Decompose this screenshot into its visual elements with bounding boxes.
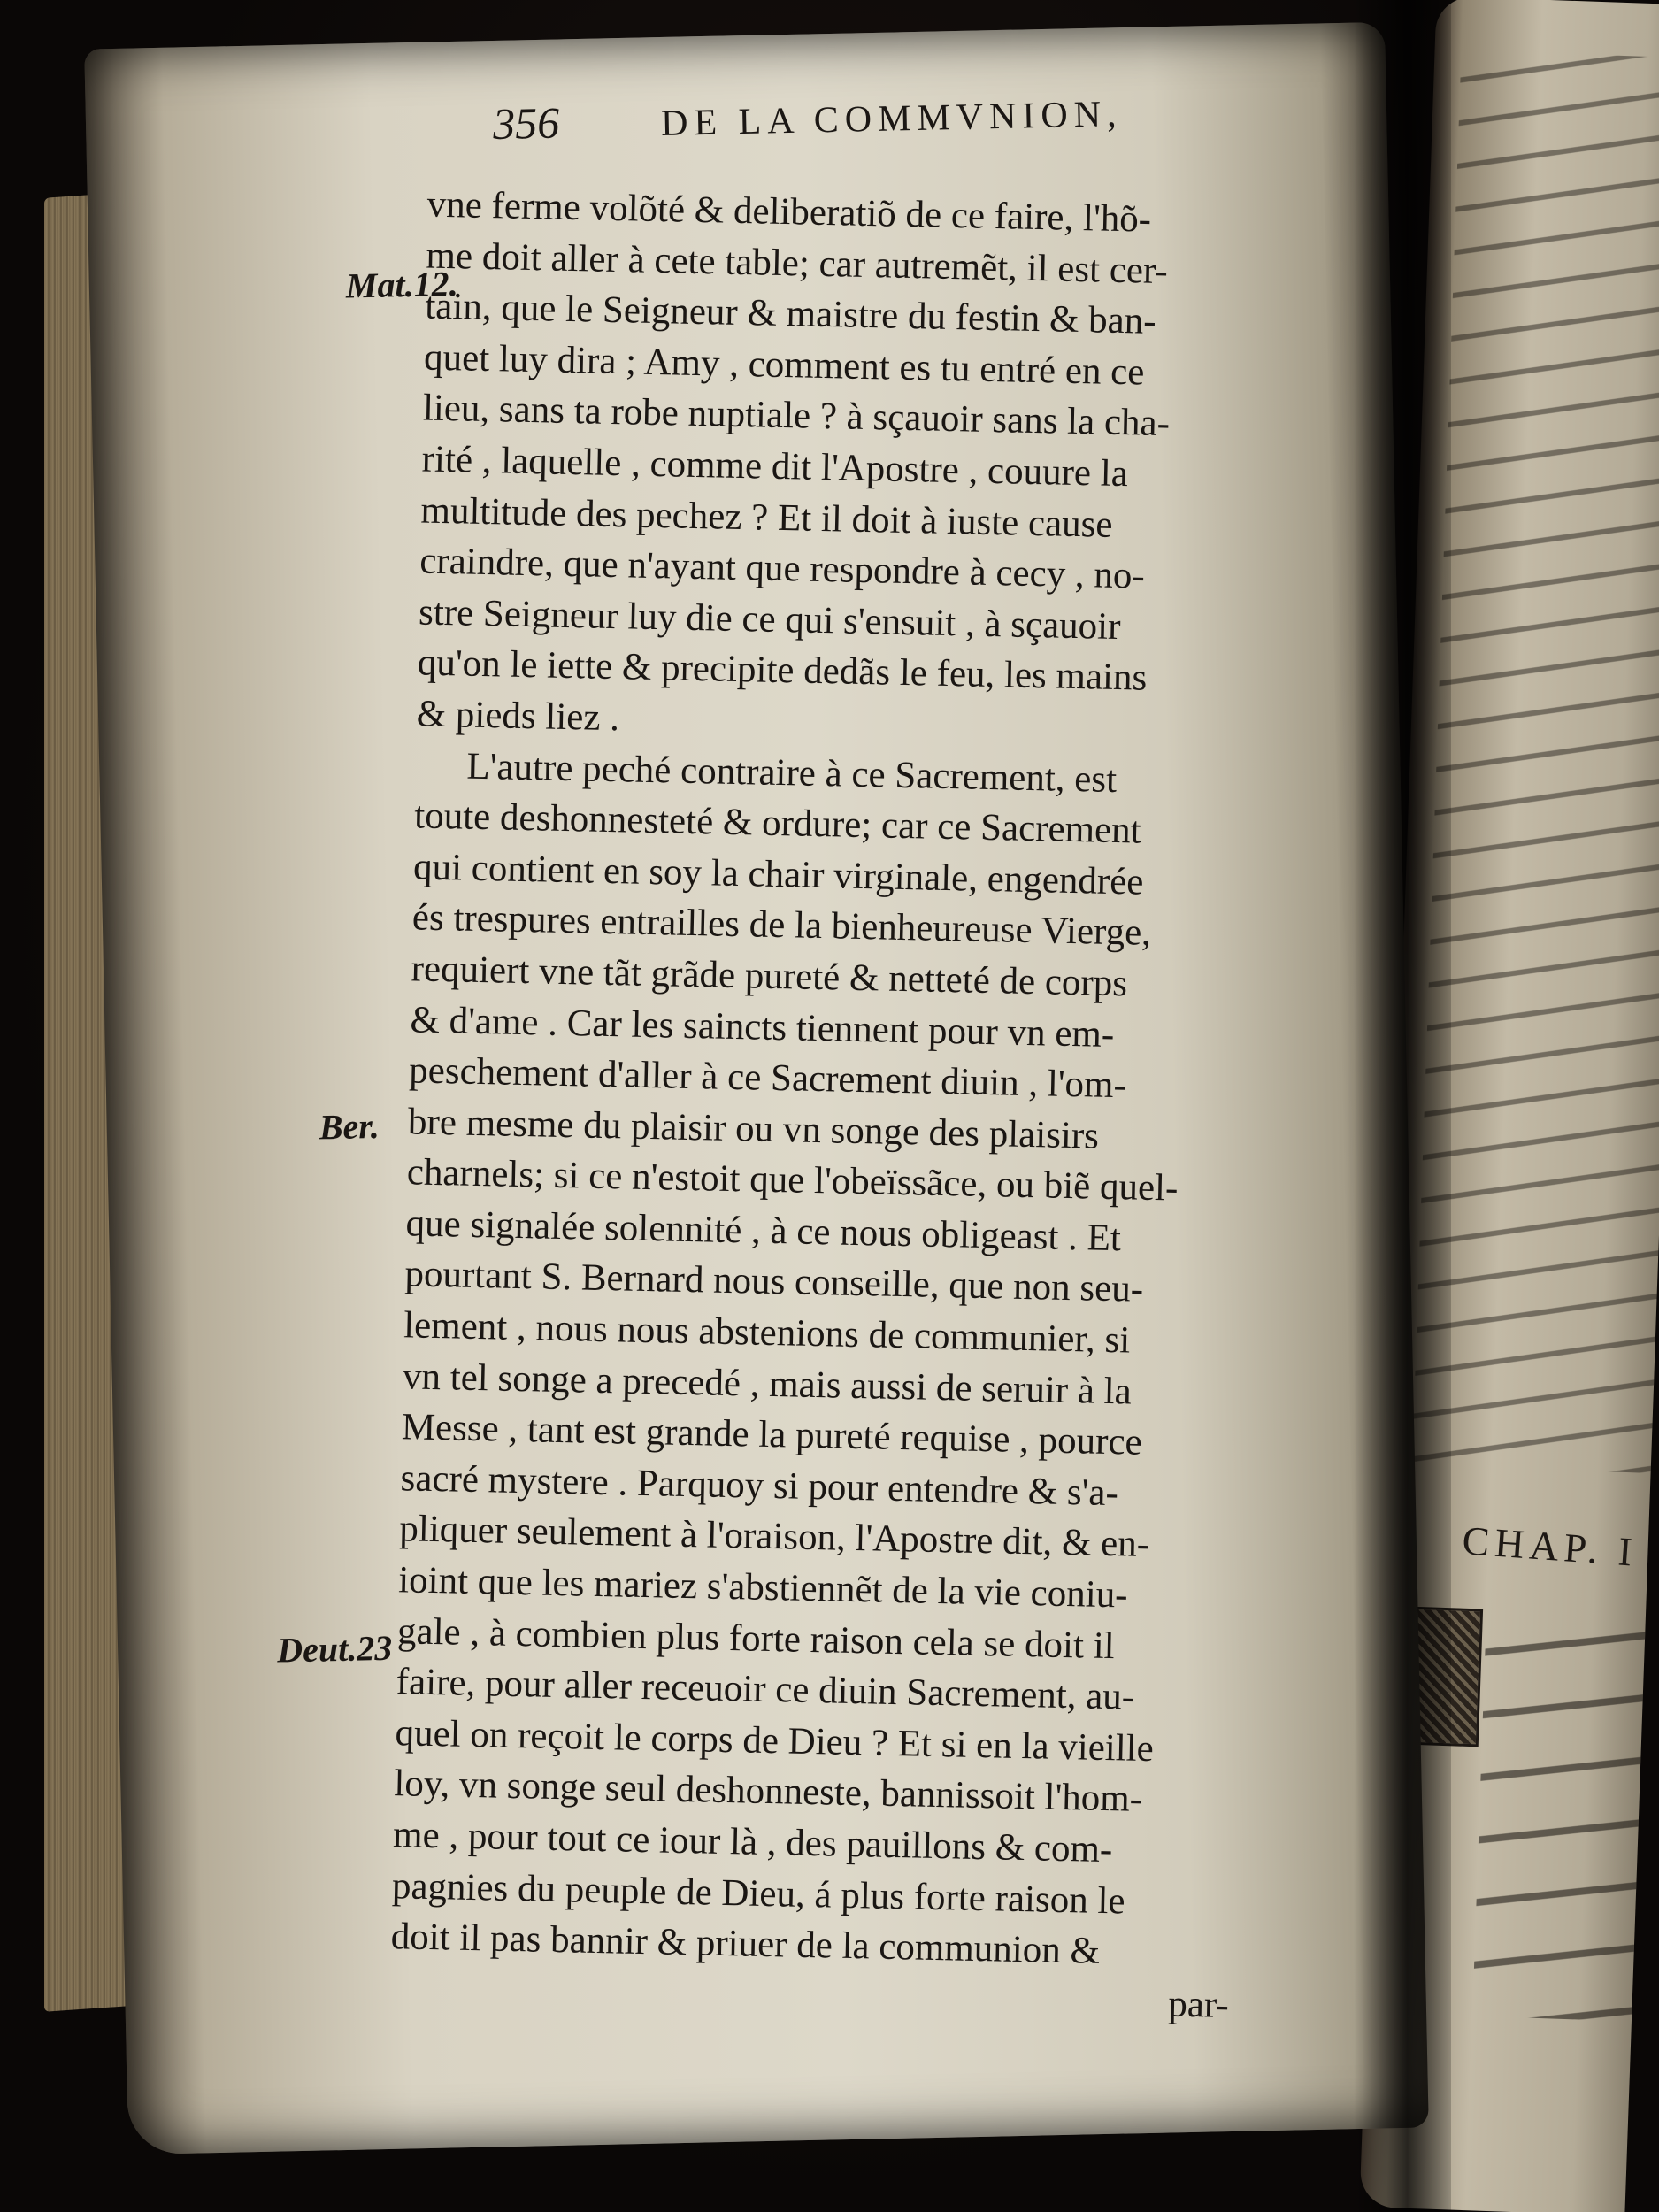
text-line: quet luy dira ; Amy , comment es tu entré en ce bbox=[423, 336, 1145, 394]
text-line: me , pour tout ce iour là , des pauillons & com- bbox=[392, 1814, 1113, 1871]
margin-note-ber: Ber. bbox=[319, 1105, 380, 1148]
text-line: qui contient en soy la chair virginale, engendrée bbox=[412, 846, 1144, 903]
text-line: multitude des pechez ? Et il doit à iuste cause bbox=[420, 489, 1113, 546]
text-line: gale , à combien plus forte raison cela se doit il bbox=[396, 1609, 1116, 1667]
text-line: lement , nous nous abstenions de communier, si bbox=[403, 1304, 1131, 1362]
text-line: toute deshonnesteté & ordure; car ce Sacrement bbox=[413, 795, 1142, 852]
running-head-title: DE LA COMMVNION, bbox=[660, 94, 1124, 145]
text-line: pliquer seulement à l'oraison, l'Apostre dit, & en- bbox=[398, 1508, 1150, 1566]
text-line: quel on reçoit le corps de Dieu ? Et si en la vieille bbox=[395, 1711, 1155, 1770]
text-line: sacré mystere . Parquoy si pour entendre & s'a- bbox=[400, 1457, 1119, 1515]
text-line: vn tel songe a precedé , mais aussi de seruir à la bbox=[402, 1355, 1133, 1413]
text-line: vne ferme volõté & deliberatiõ de ce faire, l'hõ- bbox=[426, 183, 1152, 241]
running-head bbox=[493, 80, 1361, 150]
text-line: & d'ame . Car les saincts tiennent pour vn em- bbox=[410, 998, 1115, 1056]
text-line: rité , laquelle , comme dit l'Apostre , couure la bbox=[421, 438, 1129, 495]
text-line: lieu, sans ta robe nuptiale ? à sçauoir sans la cha- bbox=[422, 387, 1171, 445]
text-line: me doit aller à cete table; car autremẽt, il est cer- bbox=[426, 234, 1169, 292]
catchword: par- bbox=[1167, 1983, 1230, 2026]
text-line: pourtant S. Bernard nous conseille, que non seu- bbox=[403, 1253, 1144, 1311]
text-line: pagnies du peuple de Dieu, á plus forte raison le bbox=[391, 1864, 1126, 1923]
text-line: requiert vne tãt grãde pureté & netteté de corps bbox=[411, 948, 1128, 1005]
text-line: tain, que le Seigneur & maistre du festin & ban- bbox=[424, 285, 1157, 343]
text-line: ioint que les mariez s'abstiennẽt de la vie coniu- bbox=[397, 1559, 1129, 1617]
text-line: loy, vn songe seul deshonneste, bannissoit l'hom- bbox=[393, 1763, 1143, 1821]
text-line: bre mesme du plaisir ou vn songe des plaisirs bbox=[407, 1101, 1100, 1157]
paragraph-start-line: L'autre peché contraire à ce Sacrement, est bbox=[466, 745, 1118, 801]
text-line: peschement d'aller à ce Sacrement diuin , l'om- bbox=[408, 1049, 1127, 1107]
text-line: qu'on le iette & precipite dedãs le feu, les mains bbox=[417, 641, 1148, 700]
margin-note-deut: Deut.23 bbox=[276, 1627, 393, 1671]
margin-note-mat: Mat.12. bbox=[345, 263, 459, 306]
text-line: és trespures entrailles de la bienheureuse Vierge, bbox=[411, 896, 1152, 955]
text-line: charnels; si ce n'estoit que l'obeïssãce, ou biẽ quel- bbox=[406, 1151, 1179, 1210]
body-text bbox=[389, 180, 1387, 2034]
right-page-heading: CHAP. I bbox=[1461, 1517, 1640, 1575]
text-line: que signalée solennité , à ce nous obligeast . Et bbox=[405, 1202, 1122, 1260]
text-line: craindre, que n'ayant que respondre à cecy , no- bbox=[419, 540, 1146, 597]
text-line: & pieds liez . bbox=[416, 693, 620, 740]
text-line: doit il pas bannir & priuer de la communion & bbox=[390, 1916, 1101, 1973]
text-line: faire, pour aller receuoir ce diuin Sacrement, au- bbox=[396, 1661, 1135, 1718]
gutter-shadow bbox=[1354, 0, 1451, 2212]
right-page-lower-text bbox=[1472, 1609, 1659, 2025]
left-page bbox=[84, 22, 1429, 2154]
text-line: Messe , tant est grande la pureté requise , pource bbox=[401, 1406, 1143, 1464]
text-line: stre Seigneur luy die ce qui s'ensuit , à sçauoir bbox=[418, 591, 1121, 648]
page-number: 356 bbox=[492, 97, 560, 149]
